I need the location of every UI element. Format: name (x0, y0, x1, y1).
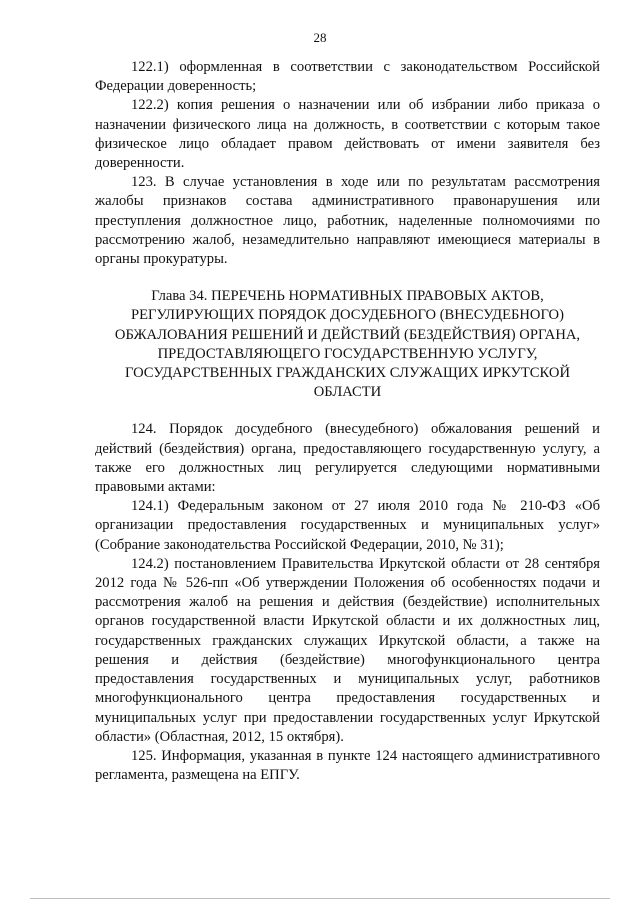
paragraph-124-1: 124.1) Федеральным законом от 27 июля 2010 года № 210-ФЗ «Об организации предоставления государственных и муниципальных услуг» (Собрание законодательства Российской Федерации, 2010, № 31); (95, 498, 600, 553)
chapter-heading-line: Глава 34. ПЕРЕЧЕНЬ НОРМАТИВНЫХ ПРАВОВЫХ АКТОВ, (151, 288, 544, 305)
paragraph-122-1: 122.1) оформленная в соответствии с законодательством Российской Федерации доверенность; (95, 59, 600, 95)
paragraph-123: 123. В случае установления в ходе или по результатам рассмотрения жалобы признаков состава административного правонарушения или преступления должностное лицо, работник, наделенные полномочиями по рассмотрению жалоб, незамедлительно направляют имеющиеся материалы в органы прокуратуры. (95, 174, 600, 268)
chapter-heading (95, 287, 600, 402)
paragraph-124: 124. Порядок досудебного (внесудебного) обжалования решений и действий (бездействия) органа, предоставляющего государственную услугу, а также его должностных лиц регулируется следующими нормативными правовыми актами: (95, 421, 600, 496)
chapter-heading-line: ГОСУДАРСТВЕННЫХ ГРАЖДАНСКИХ СЛУЖАЩИХ ИРКУТСКОЙ (125, 365, 570, 382)
paragraph-122-2: 122.2) копия решения о назначении или об избрании либо приказа о назначении физического лица на должность, в соответствии с которым такое физическое лицо обладает правом действовать от имени заявителя без доверенности. (95, 97, 600, 172)
chapter-heading-line: ПРЕДОСТАВЛЯЮЩЕГО ГОСУДАРСТВЕННУЮ УСЛУГУ, (157, 345, 538, 362)
paragraph-125: 125. Информация, указанная в пункте 124 настоящего административного регламента, размещена на ЕПГУ. (95, 747, 600, 784)
page-bottom-edge (30, 898, 610, 899)
paragraph-124-2: 124.2) постановлением Правительства Иркутской области от 28 сентября 2012 года № 526-пп «Об утверждении Положения об особенностях подачи и рассмотрения жалоб на решения и действия (бездействие) исполнительных органов государственной власти Иркутской области и их должностных лиц, государственных гражданских служащих Иркутской области, а также на решения и действия (бездействие) многофункционального центра предоставления государственных и муниципальных услуг, работников многофункционального центра предоставления государственных и муниципальных услуг при предоставлении государственных услуг Иркутской области» (Областная, 2012, 15 октября). (95, 555, 600, 745)
document-body (95, 58, 600, 785)
chapter-heading-line: ОБЛАСТИ (313, 384, 382, 401)
chapter-heading-line: ОБЖАЛОВАНИЯ РЕШЕНИЙ И ДЕЙСТВИЙ (БЕЗДЕЙСТВИЯ) ОРГАНА, (114, 326, 581, 343)
page-number: 28 (313, 30, 327, 45)
chapter-heading-line: РЕГУЛИРУЮЩИХ ПОРЯДОК ДОСУДЕБНОГО (ВНЕСУДЕБНОГО) (131, 307, 564, 324)
section-spacer (95, 269, 600, 287)
